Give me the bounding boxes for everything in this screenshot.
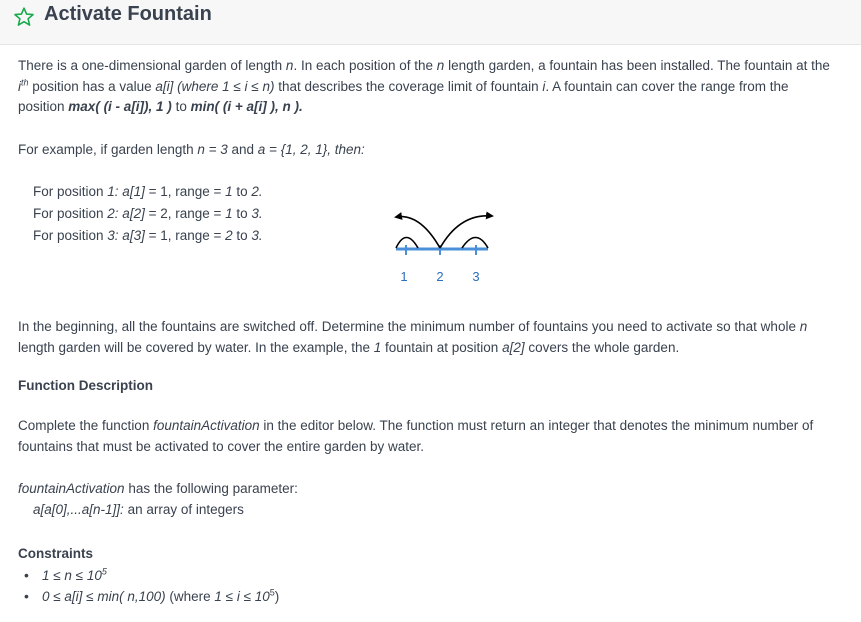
example-position-3: For position 3: a[3] = 1, range = 2 to 3. <box>33 228 263 243</box>
function-description-heading: Function Description <box>18 378 153 393</box>
constraint-item: • 0 ≤ a[i] ≤ min( n,100) (where $1 \le i \le 10^5$) <box>18 586 279 607</box>
constraints-section <box>18 544 279 607</box>
example-positions <box>33 181 263 247</box>
fountain-diagram <box>374 205 504 290</box>
diagram-label-1: 1 <box>400 269 408 284</box>
example-position-1: For position 1: a[1] = 1, range = 1 to 2. <box>33 184 263 199</box>
intro-paragraph: There is a one-dimensional garden of length n. In each position of the n length garden, a fountain has been installed. The fountain at the $i^{th}$ position has a value a[i] (where 1 ≤ i ≤ n) that describes the coverage limit of fountain i. A fountain can cover the range from the position max( (i - a[i]), 1 ) to min( (i + a[i] ), n ). <box>18 58 830 114</box>
beginning-paragraph: In the beginning, all the fountains are switched off. Determine the minimum number of fountains you need to activate so that whole n length garden will be covered by water. In the example, the 1 fountain at position a[2] covers the whole garden. <box>18 319 808 355</box>
page-title: Activate Fountain <box>44 3 212 25</box>
example-position-2: For position 2: a[2] = 2, range = 1 to 3. <box>33 206 263 221</box>
constraints-list <box>18 565 279 607</box>
parameters: fountainActivation has the following parameter: a[a[0],...a[n-1]]: an array of integers <box>18 481 298 517</box>
challenge-header <box>0 0 861 45</box>
function-description-text: Complete the function fountainActivation in the editor below. The function must return an integer that denotes the minimum number of fountains that must be activated to cover the entire garden by water. <box>18 418 814 454</box>
diagram-label-3: 3 <box>472 269 480 284</box>
constraints-heading: Constraints <box>18 546 94 561</box>
constraint-item: • $1 \le n \le 10^5$ <box>18 565 279 586</box>
star-outline-icon[interactable] <box>12 5 36 29</box>
diagram-label-2: 2 <box>436 269 444 284</box>
example-intro: For example, if garden length n = 3 and a = {1, 2, 1}, then: <box>18 142 365 157</box>
arc-pos2-left <box>396 217 440 248</box>
